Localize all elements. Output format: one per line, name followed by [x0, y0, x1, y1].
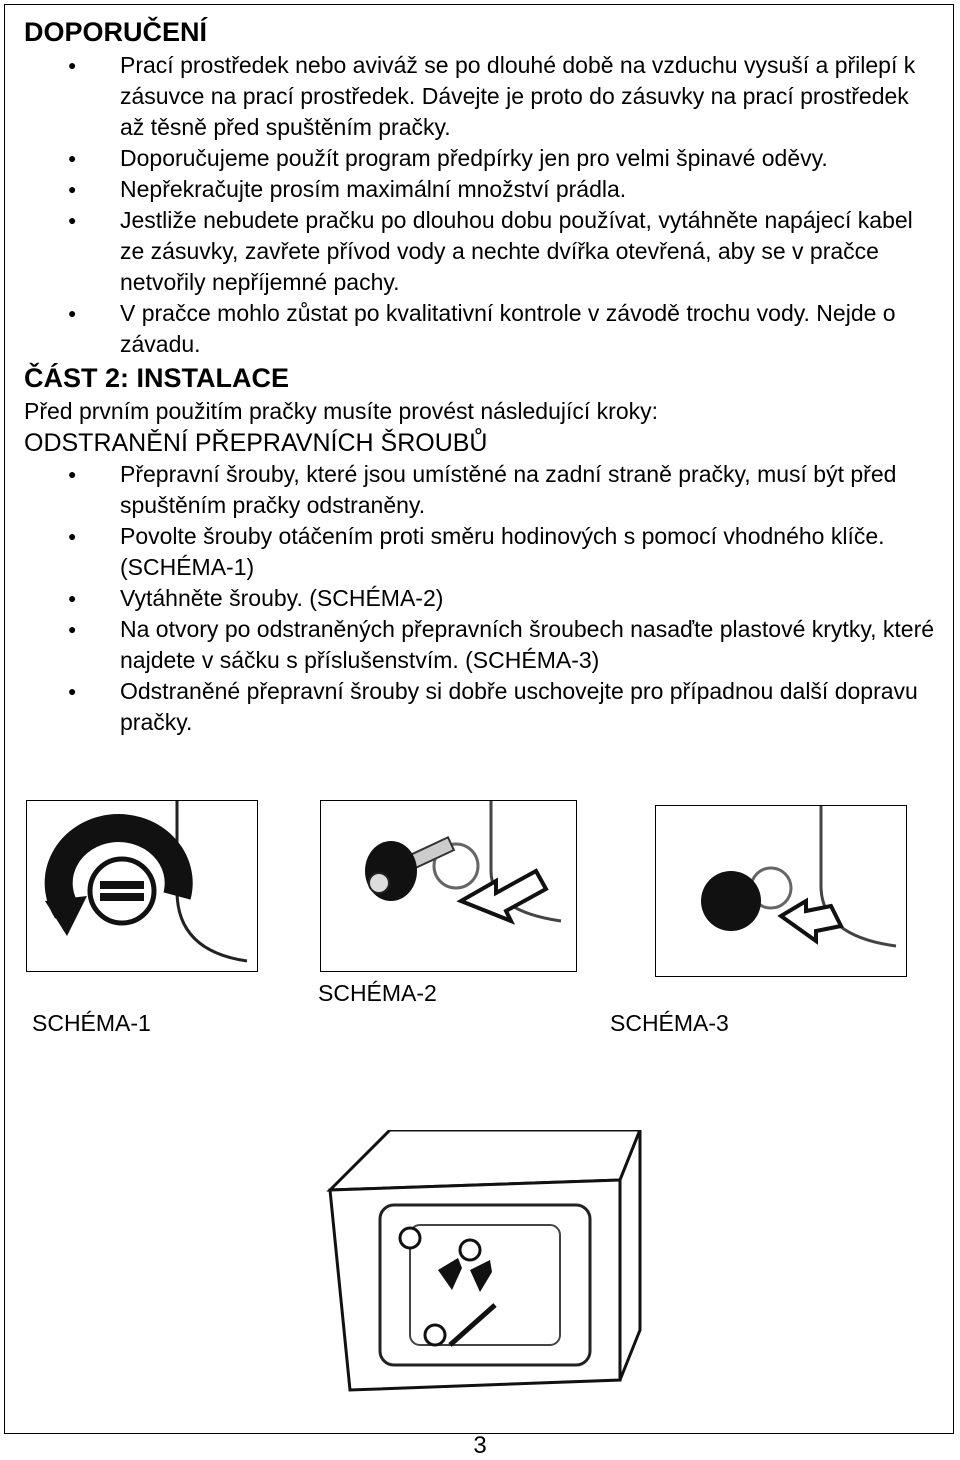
list-item: ● Povolte šrouby otáčením proti směru hodinových s pomocí vhodného klíče. (SCHÉMA-1) — [24, 521, 939, 583]
list-item: ● Doporučujeme použít program předpírky jen pro velmi špinavé oděvy. — [24, 143, 939, 174]
list-item: ● V pračce mohlo zůstat po kvalitativní kontrole v závodě trochu vody. Nejde o závadu. — [24, 298, 939, 360]
figure-schema-1 — [26, 800, 258, 972]
section-heading-installation: ČÁST 2: INSTALACE — [24, 363, 290, 393]
recommendations-list — [24, 50, 939, 360]
page-number: 3 — [473, 1432, 487, 1459]
list-item: ● Prací prostředek nebo aviváž se po dlouhé době na vzduchu vysuší a přilepí k zásuvce na prací prostředek. Dávejte je proto do zásuvky na prací prostředek až těsně před spuštěním pračky. — [24, 50, 939, 143]
screw-removal-illustration — [321, 801, 576, 971]
cap-insertion-illustration — [656, 806, 906, 976]
figures-area — [0, 780, 960, 1100]
caption-schema-2: SCHÉMA-2 — [318, 980, 437, 1006]
list-item: ● Na otvory po odstraněných přepravních šroubech nasaďte plastové krytky, které najdete v sáčku s příslušenstvím. (SCHÉMA-3) — [24, 614, 939, 676]
list-item: ● Nepřekračujte prosím maximální množství prádla. — [24, 174, 939, 205]
figure-schema-3 — [655, 805, 907, 977]
installation-intro: Před prvním použitím pračky musíte provést následující kroky: — [24, 398, 659, 424]
list-item: ● Přepravní šrouby, které jsou umístěné na zadní straně pračky, musí být před spuštěním pračky odstraněny. — [24, 459, 939, 521]
washing-machine-rear-illustration — [320, 1130, 650, 1400]
document-body — [24, 14, 939, 738]
list-item: ● Vytáhněte šrouby. (SCHÉMA-2) — [24, 583, 939, 614]
section-heading-recommendations: DOPORUČENÍ — [24, 17, 208, 47]
list-item: ● Odstraněné přepravní šrouby si dobře uschovejte pro případnou další dopravu pračky. — [24, 676, 939, 738]
caption-schema-1: SCHÉMA-1 — [32, 1010, 151, 1036]
subheading-transport-screws: ODSTRANĚNÍ PŘEPRAVNÍCH ŠROUBŮ — [24, 429, 488, 457]
wrench-rotation-illustration — [27, 801, 257, 971]
figure-schema-2 — [320, 800, 577, 972]
installation-list — [24, 459, 939, 738]
list-item: ● Jestliže nebudete pračku po dlouhou dobu používat, vytáhněte napájecí kabel ze zásuvky, zavřete přívod vody a nechte dvířka otevřená, aby se v pračce netvořily nepříjemné pachy. — [24, 205, 939, 298]
caption-schema-3: SCHÉMA-3 — [610, 1010, 729, 1036]
